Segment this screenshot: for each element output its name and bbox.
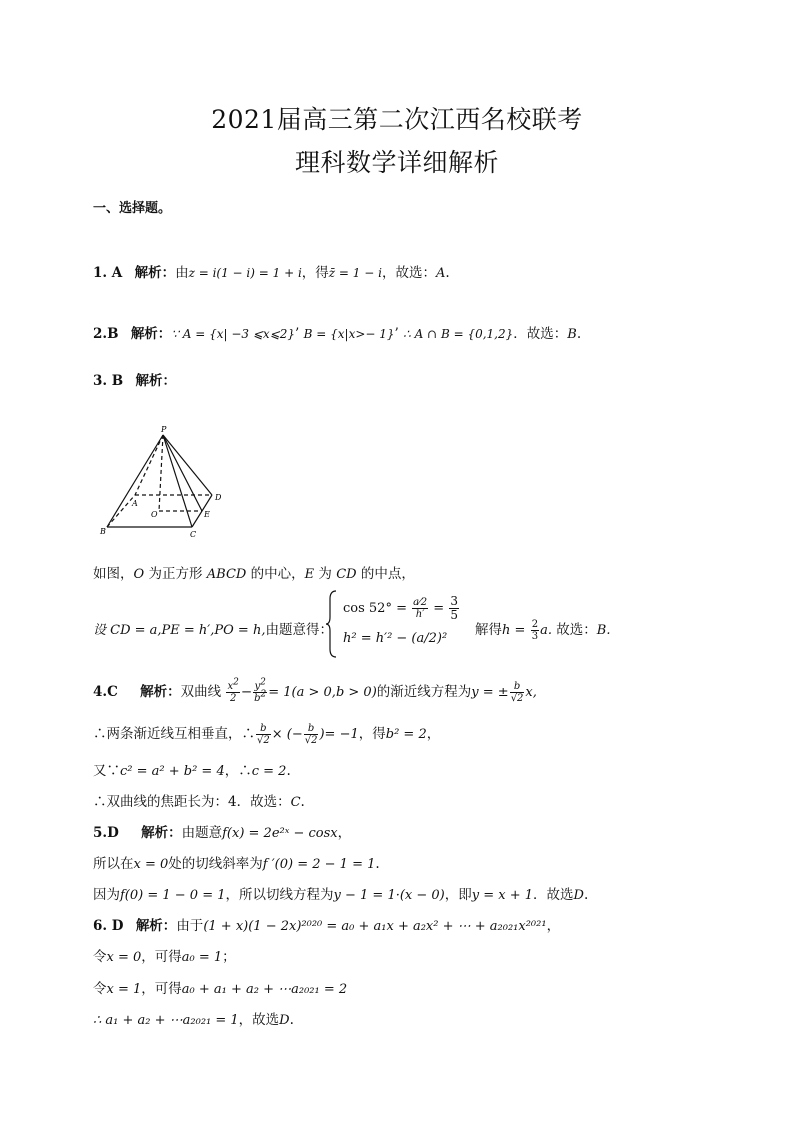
eq1-lhs: cos 52° =	[343, 601, 407, 616]
q3-equation-1	[343, 595, 460, 622]
label-e: E	[204, 510, 210, 519]
q2-math-1: ∵ A = {x| −3 ⩽x⩽2}	[171, 327, 296, 341]
q3-setup-text: 由题意得：	[265, 622, 333, 638]
q1-math-2: z̄ = 1 − i	[328, 266, 382, 280]
q6-l1-math: (1 + x)(1 − 2x)²⁰²⁰ = a₀ + a₁x + a₂x² + ⋯ + a₂₀₂₁x²⁰²¹	[203, 919, 547, 934]
q2-math-3: ∴ A ∩ B = {0,1,2}	[403, 327, 514, 341]
eq1-frac-1	[412, 597, 428, 620]
q3-text-i: 的中点，	[360, 566, 415, 582]
q6-l3-text-2: ，可得	[141, 981, 182, 997]
q6-l3-math-2: a₀ + a₁ + a₂ + ⋯a₂₀₂₁ = 2	[181, 982, 348, 997]
q5-answer: D	[573, 888, 584, 903]
q3-label: 解析：	[135, 373, 177, 389]
q2-text-3: ．故选：	[513, 326, 568, 342]
q5-l2-text-2: 处的切线斜率为	[168, 856, 263, 872]
q6-number: 6. D	[93, 918, 124, 934]
question-4-line-1: 4.C 解析：双曲线 $\frac{x^2}{2}$ − $\frac{y^2}{b^2}$ = 1(a > 0,b > 0)的渐近线方程为y = ± $\frac{b}{√2}$ x,	[93, 677, 537, 704]
q4-math-1: = 1(a > 0,b > 0)	[268, 685, 377, 700]
q5-l1-end: ，	[337, 825, 352, 841]
q5-l3-text-3: ，即	[444, 887, 472, 903]
q3-sol-a: a.	[540, 623, 552, 638]
q6-l3-math: x = 1	[106, 982, 142, 997]
eq1-frac-1-num: a⁄2	[413, 597, 428, 608]
q2-number: 2.B	[93, 326, 119, 342]
q3-math-cd: CD	[336, 567, 357, 582]
q3-setup-math: 设 CD = a,PE = h′,PO = h,	[93, 623, 266, 638]
q4-l2-text: ∴两条渐近线互相垂直，∴	[93, 726, 255, 742]
q5-number: 5.D	[93, 825, 119, 841]
question-4-line-4	[93, 790, 305, 810]
question-6-line-1	[93, 914, 560, 934]
q3-description	[93, 562, 415, 582]
q4-l3-math: c² = a² + b² = 4	[120, 764, 225, 779]
q6-l3-text: 令	[93, 981, 107, 997]
q4-l2-text-2: ，得	[358, 726, 386, 742]
q3-text-g: 为	[318, 566, 332, 582]
q4-l3-end: .	[286, 763, 291, 779]
question-3	[93, 369, 176, 389]
q2-label: 解析：	[130, 326, 172, 342]
eq1-frac-1-den: h′	[415, 609, 425, 620]
q3-math-e: E	[304, 567, 315, 582]
label-d: D	[215, 493, 222, 502]
q3-sol-den: 3	[531, 631, 539, 642]
q5-l3-text-2: ，所以切线方程为	[225, 887, 334, 903]
q6-answer: D	[279, 1013, 290, 1028]
q6-l4-math: ∴ a₁ + a₂ + ⋯a₂₀₂₁ = 1	[93, 1013, 239, 1028]
eq1-frac-2-num: 3	[450, 594, 458, 608]
q1-number: 1. A	[93, 265, 123, 281]
q4-l3-text-2: ，∴	[224, 763, 252, 779]
q4-l2-frac-2: $\frac{b}{√2}$	[304, 723, 318, 746]
q1-text-2: ，得	[301, 265, 329, 281]
q3-number: 3. B	[93, 373, 124, 389]
q1-label: 解析：	[134, 265, 176, 281]
q4-l4-text: ∴双曲线的焦距长为：4．故选：	[93, 794, 291, 810]
q5-l3-text-4: ．故选	[533, 887, 574, 903]
q5-l3-math-2: y − 1 = 1·(x − 0)	[333, 888, 445, 903]
q5-l3-text: 因为	[93, 887, 120, 903]
q4-l2-end: ，	[426, 726, 441, 742]
q1-answer: A	[435, 266, 446, 281]
q6-l2-math-2: a₀ = 1	[181, 950, 223, 965]
q5-l3-math: f(0) = 1 − 0 = 1	[120, 888, 226, 903]
q3-sol-end: 故选：	[556, 622, 597, 638]
q5-l2-end: .	[375, 856, 380, 872]
q3-solution	[475, 618, 610, 642]
q3-sol-text: 解得	[475, 622, 502, 638]
q6-l4-text: ，故选	[238, 1012, 280, 1028]
q2-end: .	[576, 326, 582, 342]
q1-end: .	[445, 265, 450, 281]
q3-equation-system	[325, 589, 465, 659]
q5-l3-end: .	[583, 887, 589, 903]
q6-l1-text: 由于	[176, 918, 204, 934]
label-a: A	[132, 499, 138, 508]
q4-label: 解析：	[140, 684, 181, 700]
q4-l2-math-2: b² = 2	[385, 727, 427, 742]
q6-label: 解析：	[135, 918, 177, 934]
question-1	[93, 261, 450, 281]
q3-math-abcd: ABCD	[206, 567, 247, 582]
question-5-line-2	[93, 852, 380, 872]
q5-l2-text: 所以在	[93, 856, 134, 872]
question-6-line-3	[93, 977, 347, 997]
eq1-frac-2-den: 5	[450, 608, 458, 622]
q3-setup	[93, 618, 333, 638]
q4-frac-y: $\frac{y^2}{b^2}$	[254, 677, 267, 704]
q5-l3-math-3: y = x + 1	[471, 888, 534, 903]
q1-math-1: z = i(1 − i) = 1 + i	[188, 266, 302, 280]
label-p: P	[161, 425, 167, 434]
q2-math-2: B = {x|x>− 1}	[303, 327, 395, 341]
q1-text-3: ，故选：	[381, 265, 436, 281]
q3-text-e: 的中心，	[250, 566, 305, 582]
question-5-line-1	[93, 821, 351, 841]
eq1-frac-2	[449, 595, 459, 622]
q3-answer: B.	[596, 623, 611, 638]
q4-math-2: y = ±	[471, 685, 509, 700]
q3-text-c: 为正方形	[148, 566, 203, 582]
eq1-eq: =	[433, 601, 445, 616]
q3-sol-frac	[531, 619, 539, 642]
title-line-2: 理科数学详细解析	[294, 148, 499, 177]
left-brace	[325, 589, 339, 659]
q5-l2-math-2: f ′(0) = 2 − 1 = 1	[262, 857, 376, 872]
q4-number: 4.C	[93, 684, 118, 700]
section-heading: 一、选择题。	[93, 201, 172, 216]
q4-frac-asym: $\frac{b}{√2}$	[510, 681, 524, 704]
q4-text-2: 的渐近线方程为	[376, 684, 472, 700]
question-4-line-2: ∴两条渐近线互相垂直，∴ $\frac{b}{√2}$ × (− $\frac{b}{√2}$ )= −1，得b² = 2，	[93, 723, 441, 746]
q4-l3-math-2: c = 2	[251, 764, 287, 779]
q5-l1-text: 由题意	[181, 825, 223, 841]
q4-l3-text: 又∵	[93, 763, 120, 779]
q4-answer: C	[290, 795, 301, 810]
q4-text-1: 双曲线	[180, 684, 222, 700]
q5-l2-math: x = 0	[133, 857, 169, 872]
q4-l2-frac-1: $\frac{b}{√2}$	[257, 723, 270, 746]
q3-sol-math: h =	[502, 623, 526, 638]
pyramid-figure	[95, 420, 230, 540]
q6-l2-end: ；	[222, 949, 236, 965]
q3-equation-2: h² = h′² − (a/2)²	[343, 631, 448, 646]
q4-l2-math: = −1	[324, 727, 359, 742]
q3-math-o: O	[133, 567, 145, 582]
question-6-line-2	[93, 945, 236, 965]
question-2: 2.B 解析：∵ A = {x| −3 ⩽x⩽2}’ B = {x|x>− 1}’ ∴ A ∩ B = {0,1,2}．故选：B.	[93, 326, 582, 342]
label-c: C	[190, 530, 197, 539]
q1-text-1: 由	[175, 265, 189, 281]
title-line-1: 2021届高三第二次江西名校联考	[211, 105, 583, 134]
q4-frac-x: $\frac{x^2}{2}$	[227, 677, 239, 704]
q3-text-a: 如图，	[93, 566, 134, 582]
label-o: O	[151, 510, 158, 519]
q5-l1-math: f(x) = 2e²ˣ − cosx	[222, 826, 338, 841]
question-4-line-3	[93, 759, 291, 779]
question-5-line-3	[93, 883, 588, 903]
q6-l1-end: ，	[546, 918, 561, 934]
q6-l2-text-2: ，可得	[141, 949, 182, 965]
question-6-line-4	[93, 1008, 294, 1028]
q2-answer: B	[567, 327, 577, 342]
q6-l2-math: x = 0	[106, 950, 142, 965]
q4-math-x: x,	[525, 685, 537, 700]
label-b: B	[100, 527, 106, 536]
q6-l2-text: 令	[93, 949, 107, 965]
q6-l4-end: .	[289, 1012, 294, 1028]
q4-l4-end: .	[300, 794, 305, 810]
q5-label: 解析：	[141, 825, 182, 841]
q3-sol-num: 2	[531, 619, 539, 630]
